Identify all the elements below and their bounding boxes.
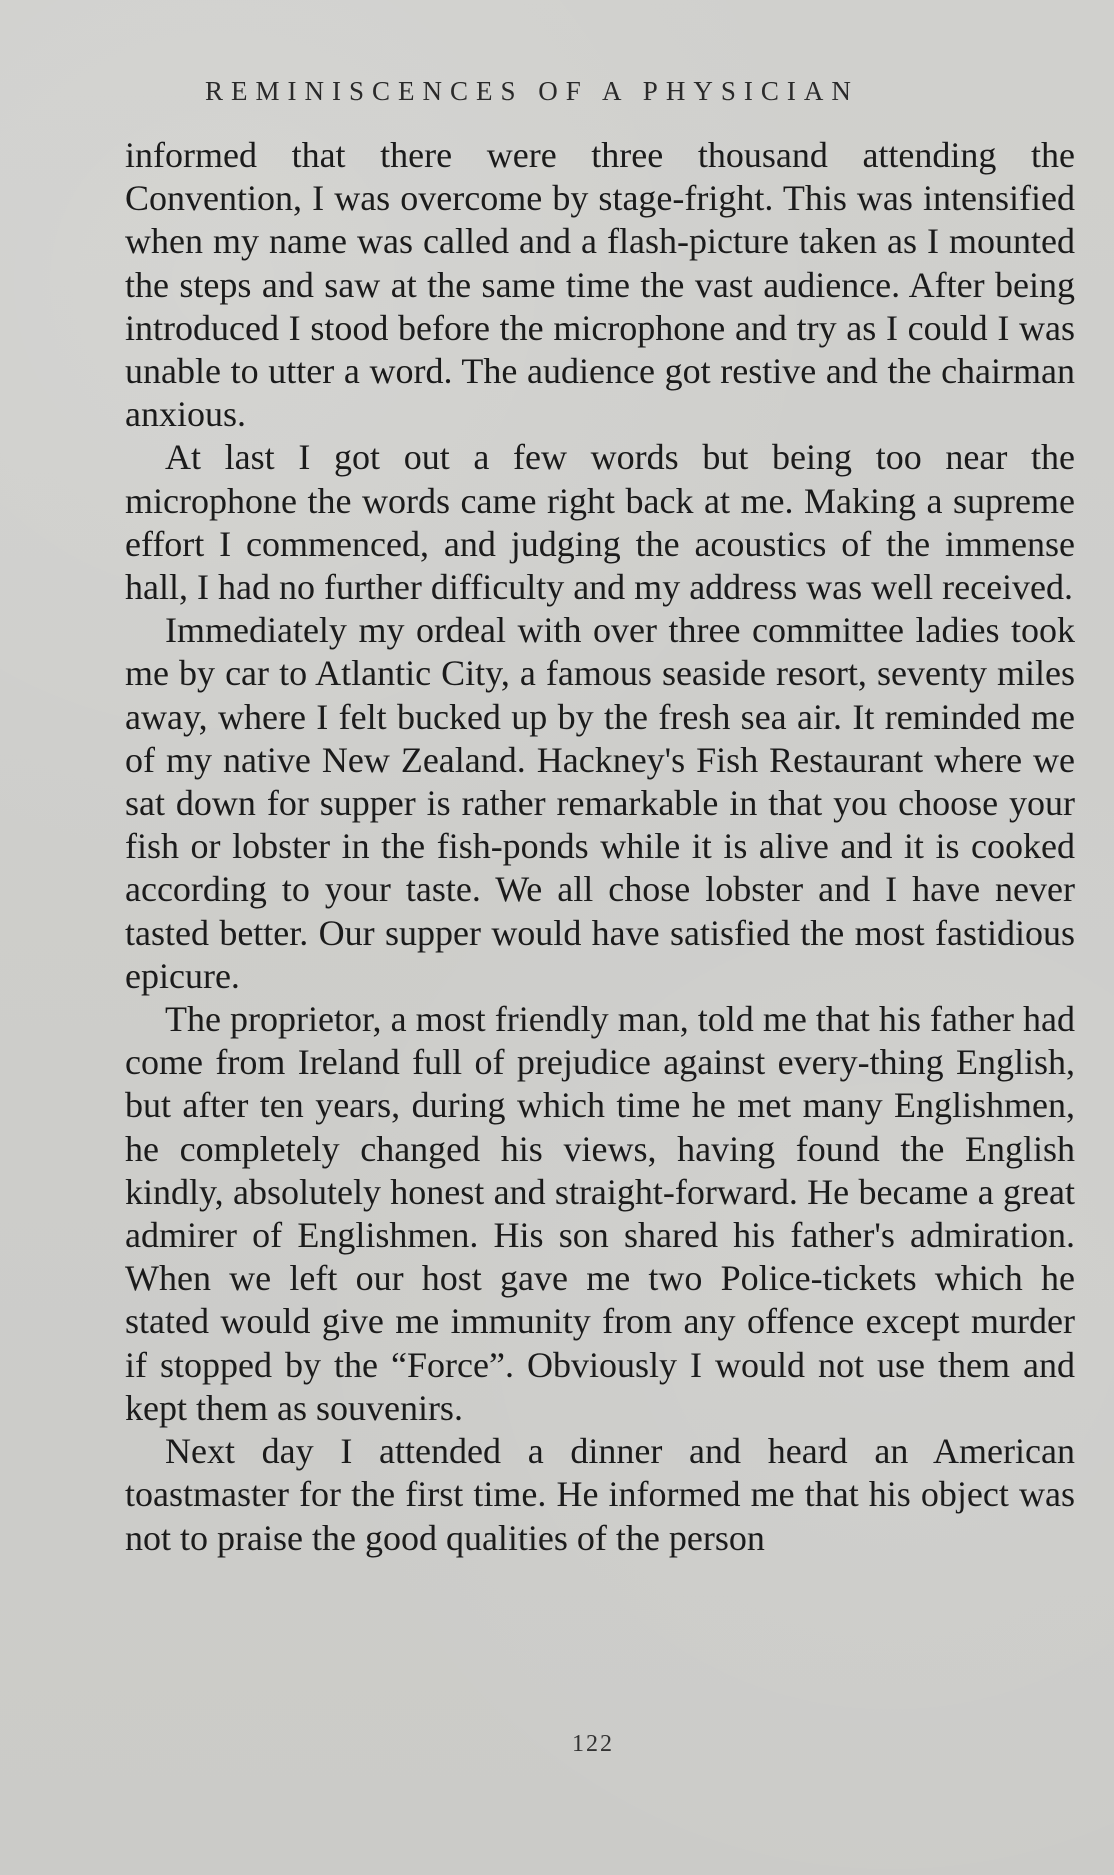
paragraph-3: Immediately my ordeal with over three committee ladies took me by car to Atlantic City, a famous seaside resort, seventy miles away, where I felt bucked up by the fresh sea air. It reminded me of my native New Zealand. Hackney's Fish Restaurant where we sat down for supper is rather remarkable in that you choose your fish or lobster in the fish-ponds while it is alive and it is cooked according to your taste. We all chose lobster and I have never tasted better. Our supper would have satisfied the most fastidious epicure.	[125, 610, 1075, 996]
paragraph-2: At last I got out a few words but being too near the microphone the words came right back at me. Making a supreme effort I commenced, and judging the acoustics of the immense hall, I had no further difficulty and my address was well received.	[125, 437, 1075, 608]
paragraph-1: informed that there were three thousand attending the Convention, I was overcome by stage-fright. This was intensified when my name was called and a flash-picture taken as I mounted the steps and saw at the same time the vast audience. After being introduced I stood before the microphone and try as I could I was unable to utter a word. The audience got restive and the chairman anxious.	[125, 135, 1075, 435]
page-number: 122	[572, 1731, 614, 1757]
running-head: REMINISCENCES OF A PHYSICIAN	[205, 76, 859, 106]
paragraph-4: The proprietor, a most friendly man, told me that his father had come from Ireland full of prejudice against every-thing English, but after ten years, during which time he met many Englishmen, he completely changed his views, having found the English kindly, absolutely honest and straight-forward. He became a great admirer of Englishmen. His son shared his father's admiration. When we left our host gave me two Police-tickets which he stated would give me immunity from any offence except murder if stopped by the “Force”. Obviously I would not use them and kept them as souvenirs.	[125, 999, 1075, 1428]
body-text	[125, 134, 1075, 1560]
paragraph-5: Next day I attended a dinner and heard an American toastmaster for the first time. He informed me that his object was not to praise the good qualities of the person	[125, 1431, 1075, 1558]
